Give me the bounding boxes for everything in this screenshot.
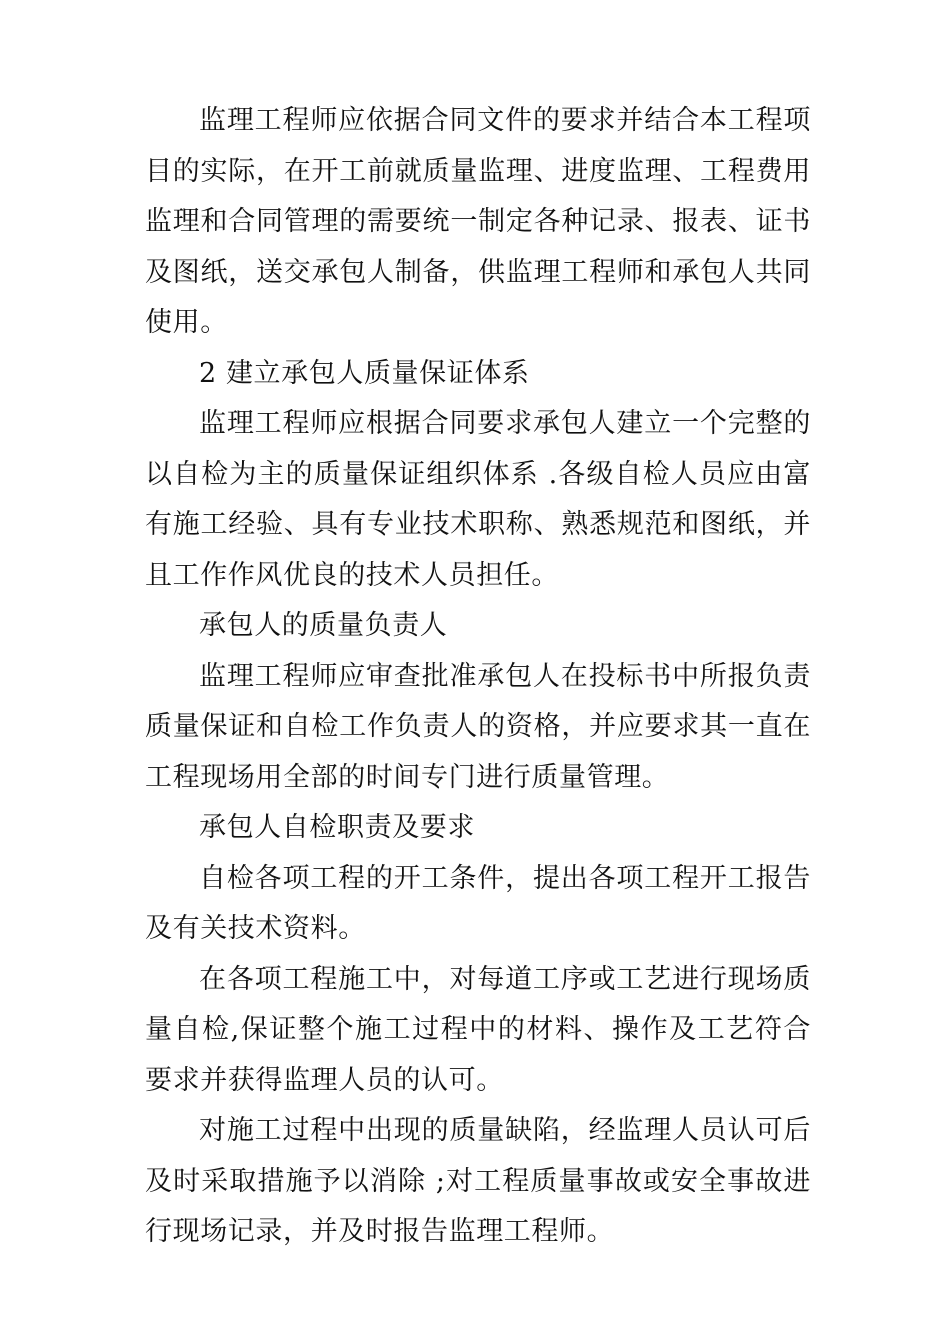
section-heading-quality-manager: 承包人的质量负责人 [199,610,448,641]
paragraph-quality-manager: 监理工程师应审查批准承包人在投标书中所报负责质量保证和自检工作负责人的资格，并应要求其一直在工程现场用全部的时间专门进行质量管理。 [145,660,811,793]
paragraph-process-inspection: 在各项工程施工中，对每道工序或工艺进行现场质量自检,保证整个施工过程中的材料、操作及工艺符合要求并获得监理人员的认可。 [145,963,811,1096]
paragraph-quality-system: 监理工程师应根据合同要求承包人建立一个完整的以自检为主的质量保证组织体系 .各级自检人员应由富有施工经验、具有专业技术职称、熟悉规范和图纸，并且工作作风优良的技术人员担任。 [145,408,811,591]
paragraph-defect-handling: 对施工过程中出现的质量缺陷，经监理人员认可后及时采取措施予以消除 ;对工程质量事故或安全事故进行现场记录，并及时报告监理工程师。 [145,1115,811,1247]
section-heading-quality-system: 2 建立承包人质量保证体系 [199,357,530,389]
paragraph-start-conditions: 自检各项工程的开工条件，提出各项工程开工报告及有关技术资料。 [145,862,811,944]
paragraph-record-forms: 监理工程师应依据合同文件的要求并结合本工程项目的实际，在开工前就质量监理、进度监理、工程费用监理和合同管理的需要统一制定各种记录、报表、证书及图纸，送交承包人制备，供监理工程师和承包人共同使用。 [145,105,811,338]
section-heading-self-inspection: 承包人自检职责及要求 [199,812,475,843]
document-body [145,96,811,1258]
